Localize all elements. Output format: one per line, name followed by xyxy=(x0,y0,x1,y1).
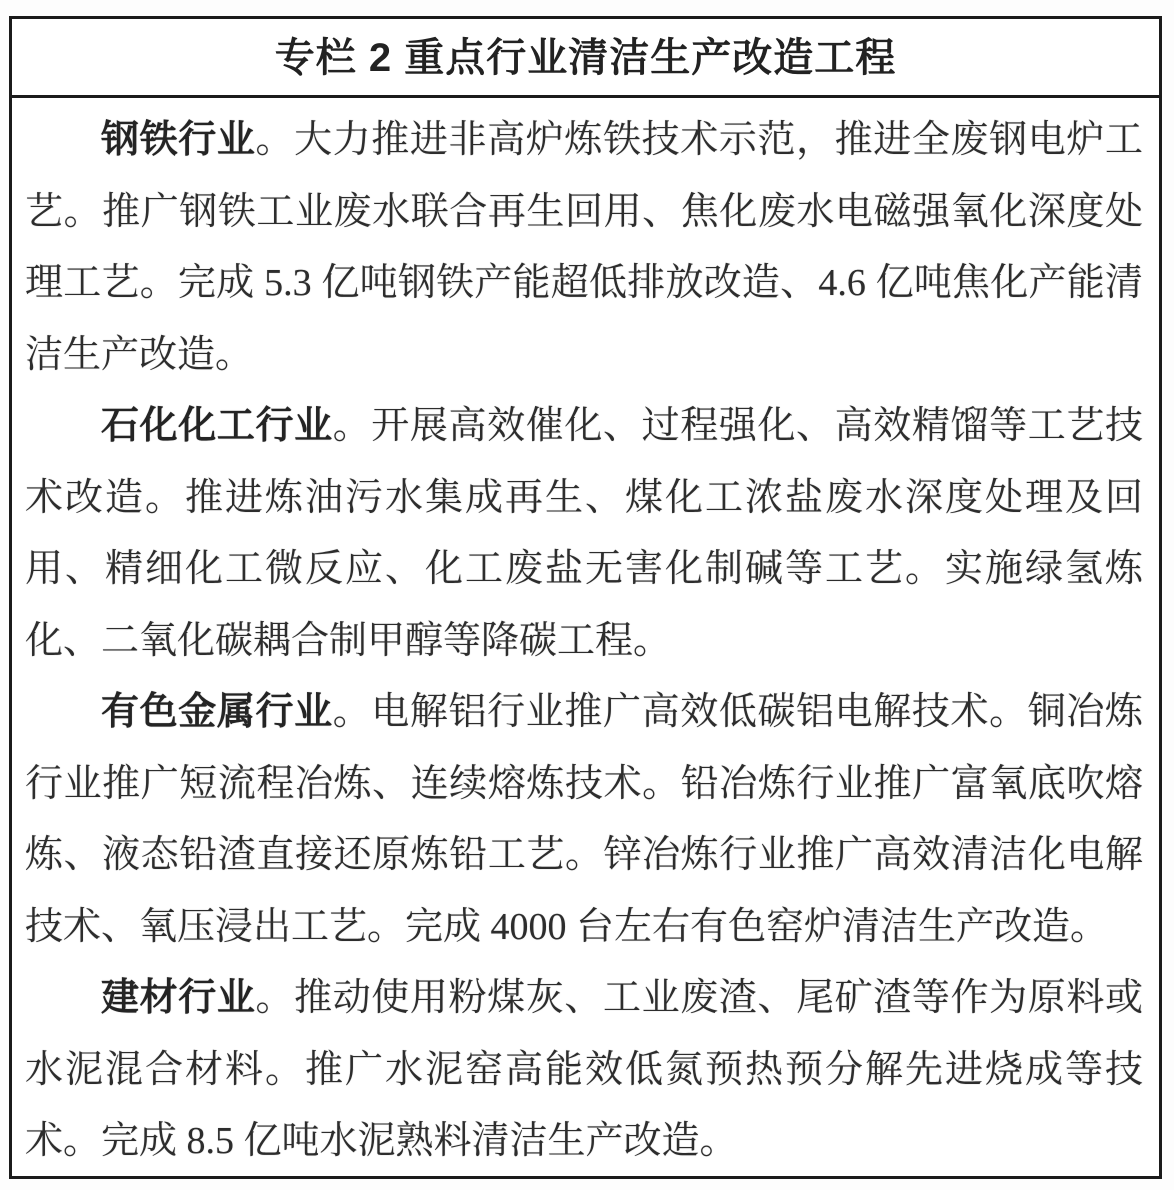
panel-title: 专栏 2 重点行业清洁生产改造工程 xyxy=(12,19,1159,98)
paragraph-text-building-materials: 。推动使用粉煤灰、工业废渣、尾矿渣等作为原料或水泥混合材料。推广水泥窑高能效低氮预热预分解先进烧成等技术。完成 8.5 亿吨水泥熟料清洁生产改造。 xyxy=(25,977,1143,1162)
paragraph-steel-industry xyxy=(25,105,1143,391)
paragraph-building-materials-industry xyxy=(25,963,1143,1178)
paragraph-lead-building-materials: 建材行业 xyxy=(101,977,256,1019)
feature-column-panel xyxy=(9,16,1162,1179)
paragraph-lead-steel: 钢铁行业 xyxy=(101,119,256,161)
paragraph-lead-nonferrous: 有色金属行业 xyxy=(101,691,333,733)
paragraph-text-petrochemical: 。开展高效催化、过程强化、高效精馏等工艺技术改造。推进炼油污水集成再生、煤化工浓盐废水深度处理及回用、精细化工微反应、化工废盐无害化制碱等工艺。实施绿氢炼化、二氧化碳耦合制甲醇等降碳工程。 xyxy=(25,405,1143,662)
paragraph-text-nonferrous: 。电解铝行业推广高效低碳铝电解技术。铜冶炼行业推广短流程冶炼、连续熔炼技术。铅冶炼行业推广富氧底吹熔炼、液态铅渣直接还原炼铅工艺。锌冶炼行业推广高效清洁化电解技术、氧压浸出工艺。完成 4000 台左右有色窑炉清洁生产改造。 xyxy=(25,691,1143,948)
paragraph-lead-petrochemical: 石化化工行业 xyxy=(101,405,333,447)
paragraph-text-steel: 。大力推进非高炉炼铁技术示范，推进全废钢电炉工艺。推广钢铁工业废水联合再生回用、焦化废水电磁强氧化深度处理工艺。完成 5.3 亿吨钢铁产能超低排放改造、4.6 亿吨焦化产能清洁生产改造。 xyxy=(25,119,1143,376)
panel-body xyxy=(12,98,1159,1178)
paragraph-nonferrous-metals-industry xyxy=(25,677,1143,963)
paragraph-petrochemical-industry xyxy=(25,391,1143,677)
